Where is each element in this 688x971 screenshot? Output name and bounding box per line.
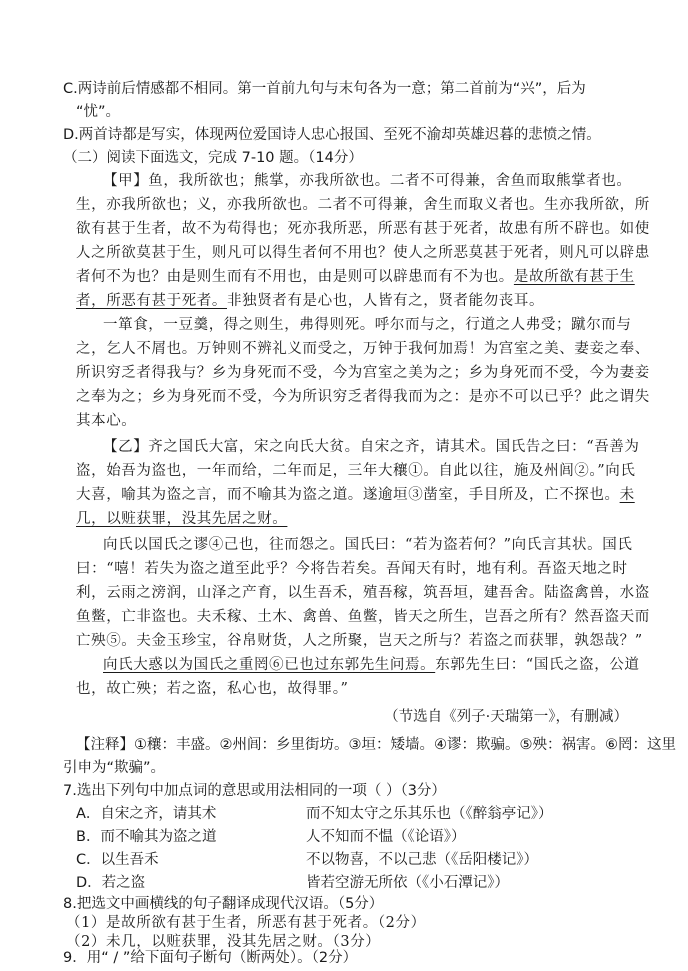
section-heading: （二）阅读下面选文，完成 7-10 题。（14分）: [63, 150, 363, 166]
option-right: 皆若空游无所依（《小石潭记》）: [306, 875, 509, 891]
underlined-sentence: 是故所欲有甚于生: [513, 269, 635, 285]
passage-b-last-line: [103, 654, 640, 676]
passage-a-para2-line: 之奉为之；乡为身死而不受，今为所识穷乏者得我而为之：是亦不可以已乎？此之谓失: [76, 389, 650, 405]
passage-a-para2-line: 所识穷乏者得我与？乡为身死而不受，今为宫室之美为之；乡为身死而不受，今为妻妾: [76, 365, 650, 381]
passage-b-line-3: [76, 484, 635, 506]
passage-b-para2-line: 向氏以国氏之谬④己也，往而怨之。国氏曰：“若为盗若何？”向氏言其状。国氏: [103, 537, 633, 553]
passage-a-text: 非独贤者有是心也，人皆有之，贤者能勿丧耳。: [227, 293, 545, 309]
passage-a-para2-line: 之，乞人不屑也。万钟则不辨礼义而受之，万钟于我何加焉！为宫室之美、妻妾之奉、: [76, 341, 650, 357]
passage-a-text: 者何不为也？由是则生而有不用也，由是则可以辟患而有不为也。: [76, 269, 514, 285]
option-c-line1: C.两诗前后情感都不相同。第一首前九句与末句各为一意；第二首前为“兴”，后为: [63, 81, 586, 97]
question-9-stem: 9．用“ / ”给下面句子断句（断两处）。（2分）: [63, 950, 358, 966]
passage-b-line-4: [76, 508, 287, 530]
passage-b-para2-line: 曰：“嘻！若失为盗之道至此乎？今将告若矣。吾闻天有时，地有利。吾盗天地之时: [76, 561, 628, 577]
notes-line1: 【注释】①穰：丰盛。②州闾：乡里街坊。③垣：矮墙。④谬：欺骗。⑤殃：祸害。⑥罔：这里: [76, 737, 676, 753]
passage-b-line: 盗，始吾为盗也，一年而给，二年而足，三年大穰①。自此以往，施及州闾②。”向氏: [76, 463, 636, 479]
passage-a-line: 人之所欲莫甚于生，则凡可以得生者何不用也？使人之所恶莫甚于死者，则凡可以辟患: [76, 245, 650, 261]
passage-b-para2-line: 鱼鳖，亡非盗也。夫禾稼、土木、禽兽、鱼鳖，皆天之所生，岂吾之所有？然吾盗天而: [76, 609, 650, 625]
question-8-sub2: （2）未几，以赃获罪，没其先居之财。（3分）: [66, 934, 381, 950]
passage-a-line: 生，亦我所欲也；义，亦我所欲也。二者不可得兼，舍生而取义者也。生亦我所欲，所: [76, 197, 650, 213]
option-left: D．若之盗: [76, 875, 146, 891]
passage-a-line: 欲有甚于生者，故不为苟得也；死亦我所恶，所恶有甚于死者，故患有所不辟也。如使: [76, 221, 650, 237]
question-7-stem: 7.选出下列句中加点词的意思或用法相同的一项（ ）（3分）: [63, 783, 446, 799]
option-right: 而不知太守之乐其乐也（《醉翁亭记》）: [306, 806, 553, 822]
option-right: 人不知而不愠（《论语》）: [306, 829, 466, 845]
question-7-option-b: [76, 826, 466, 848]
source-note: （节选自《列子·天瑞第一》，有删减）: [384, 709, 628, 725]
underlined-sentence: 向氏大惑以为国氏之重罔⑥已也过东郭先生问焉。: [103, 657, 436, 673]
passage-a-line-5: [76, 266, 635, 288]
passage-b-para2-line: 亡殃⑤。夫金玉珍宝，谷帛财货，人之所聚，岂天之所与？若盗之而获罪，孰怨哉？”: [76, 633, 643, 649]
question-7-option-a: [76, 803, 553, 825]
option-left: B．而不喻其为盗之道: [76, 829, 217, 845]
option-left: C．以生吾禾: [76, 852, 159, 868]
passage-b-line: 【乙】齐之国氏大富，宋之向氏大贫。自宋之齐，请其术。国氏告之曰：“吾善为: [103, 439, 640, 455]
option-right: 不以物喜，不以己悲（《岳阳楼记》）: [306, 852, 538, 868]
question-7-option-c: [76, 849, 538, 871]
question-8-stem: 8.把选文中画横线的句子翻译成现代汉语。（5分）: [63, 896, 384, 912]
passage-b-text: 大喜，喻其为盗之言，而不喻其为盗之道。遂逾垣③凿室，手目所及，亡不探也。: [76, 487, 620, 503]
passage-b-text: 东郭先生曰：“国氏之盗，公道: [435, 657, 640, 673]
option-d-line: D.两首诗都是写实，体现两位爱国诗人忠心报国、至死不渝却英雄迟暮的悲愤之情。: [63, 127, 601, 143]
notes-line2: 引申为“欺骗”。: [63, 760, 166, 776]
passage-a-para2-line: 一箪食，一豆羹，得之则生，弗得则死。呼尔而与之，行道之人弗受；蹴尔而与: [103, 317, 632, 333]
option-left: A．自宋之齐，请其术: [76, 806, 217, 822]
passage-a-para2-line: 其本心。: [76, 413, 137, 429]
passage-b-para2-line: 利，云雨之滂润，山泽之产育，以生吾禾，殖吾稼，筑吾垣，建吾舍。陆盗禽兽，水盗: [76, 585, 650, 601]
passage-a-line: 【甲】鱼，我所欲也；熊掌，亦我所欲也。二者不可得兼，舍鱼而取熊掌者也。: [103, 173, 632, 189]
passage-b-final-line: 也，故亡殃；若之盗，私心也，故得罪。”: [76, 681, 349, 697]
option-c-line2: “忧”。: [76, 104, 121, 120]
underlined-sentence: 几，以赃获罪，没其先居之财。: [76, 511, 288, 527]
underlined-sentence: 者，所恶有甚于死者。: [76, 293, 227, 309]
underlined-sentence: 未: [619, 487, 635, 503]
question-7-option-d: [76, 872, 509, 894]
question-8-sub1: （1）是故所欲有甚于生者，所恶有甚于死者。（2分）: [66, 915, 426, 931]
passage-a-line-6: [76, 290, 544, 312]
